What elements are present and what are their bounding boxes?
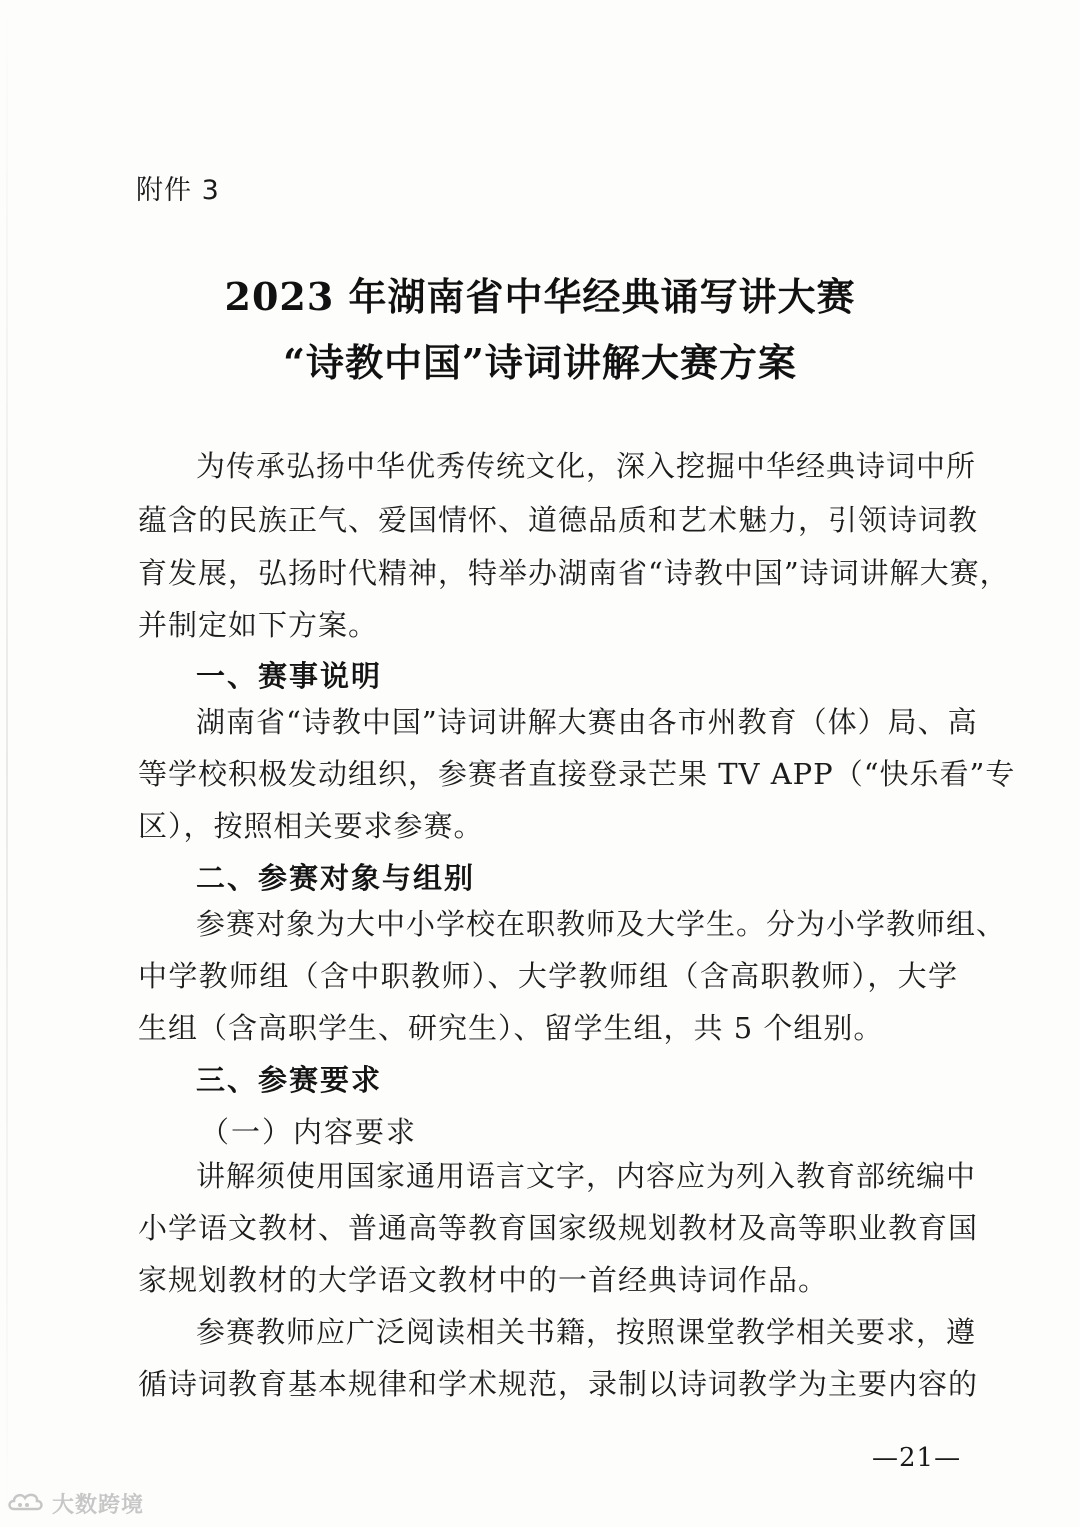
section-3-para1-line: 讲解须使用国家通用语言文字，内容应为列入教育部统编中 xyxy=(196,1159,977,1193)
section-1-heading: 一、赛事说明 xyxy=(196,659,383,693)
section-2-heading: 二、参赛对象与组别 xyxy=(196,861,476,895)
cloud-logo-icon xyxy=(6,1489,46,1519)
section-1-line: 湖南省“诗教中国”诗词讲解大赛由各市州教育（体）局、高 xyxy=(196,705,978,739)
section-2-line: 参赛对象为大中小学校在职教师及大学生。分为小学教师组、 xyxy=(196,907,1007,941)
section-1-line: 等学校积极发动组织，参赛者直接登录芒果 TV APP（“快乐看”专 xyxy=(138,757,1016,791)
section-2-line: 生组（含高职学生、研究生）、留学生组，共 5 个组别。 xyxy=(138,1011,884,1045)
section-2-line: 中学教师组（含中职教师）、大学教师组（含高职教师），大学 xyxy=(138,959,958,993)
section-3-para2-line: 循诗词教育基本规律和学术规范，录制以诗词教学为主要内容的 xyxy=(138,1367,979,1401)
watermark xyxy=(6,1488,144,1519)
intro-line: 并制定如下方案。 xyxy=(138,608,379,642)
intro-line: 蕴含的民族正气、爱国情怀、道德品质和艺术魅力，引领诗词教 xyxy=(138,503,979,537)
section-3-heading: 三、参赛要求 xyxy=(196,1063,383,1097)
section-3-para2-line: 参赛教师应广泛阅读相关书籍，按照课堂教学相关要求，遵 xyxy=(196,1315,977,1349)
intro-line: 育发展，弘扬时代精神，特举办湖南省“诗教中国”诗词讲解大赛， xyxy=(138,556,1010,590)
title-line-2: “诗教中国”诗词讲解大赛方案 xyxy=(283,340,797,385)
section-1-line: 区），按照相关要求参赛。 xyxy=(138,809,484,843)
section-3-para1-line: 家规划教材的大学语文教材中的一首经典诗词作品。 xyxy=(138,1263,829,1297)
title-line-1: 2023 年湖南省中华经典诵写讲大赛 xyxy=(224,274,856,319)
section-3-para1-line: 小学语文教材、普通高等教育国家级规划教材及高等职业教育国 xyxy=(138,1211,979,1245)
page-number: —21— xyxy=(872,1443,962,1473)
intro-line: 为传承弘扬中华优秀传统文化，深入挖掘中华经典诗词中所 xyxy=(196,449,977,483)
scan-edge-shadow xyxy=(6,0,8,1527)
section-3-subheading: （一）内容要求 xyxy=(200,1115,418,1149)
attachment-label: 附件 3 xyxy=(136,175,220,206)
watermark-text: 大数跨境 xyxy=(52,1493,145,1518)
